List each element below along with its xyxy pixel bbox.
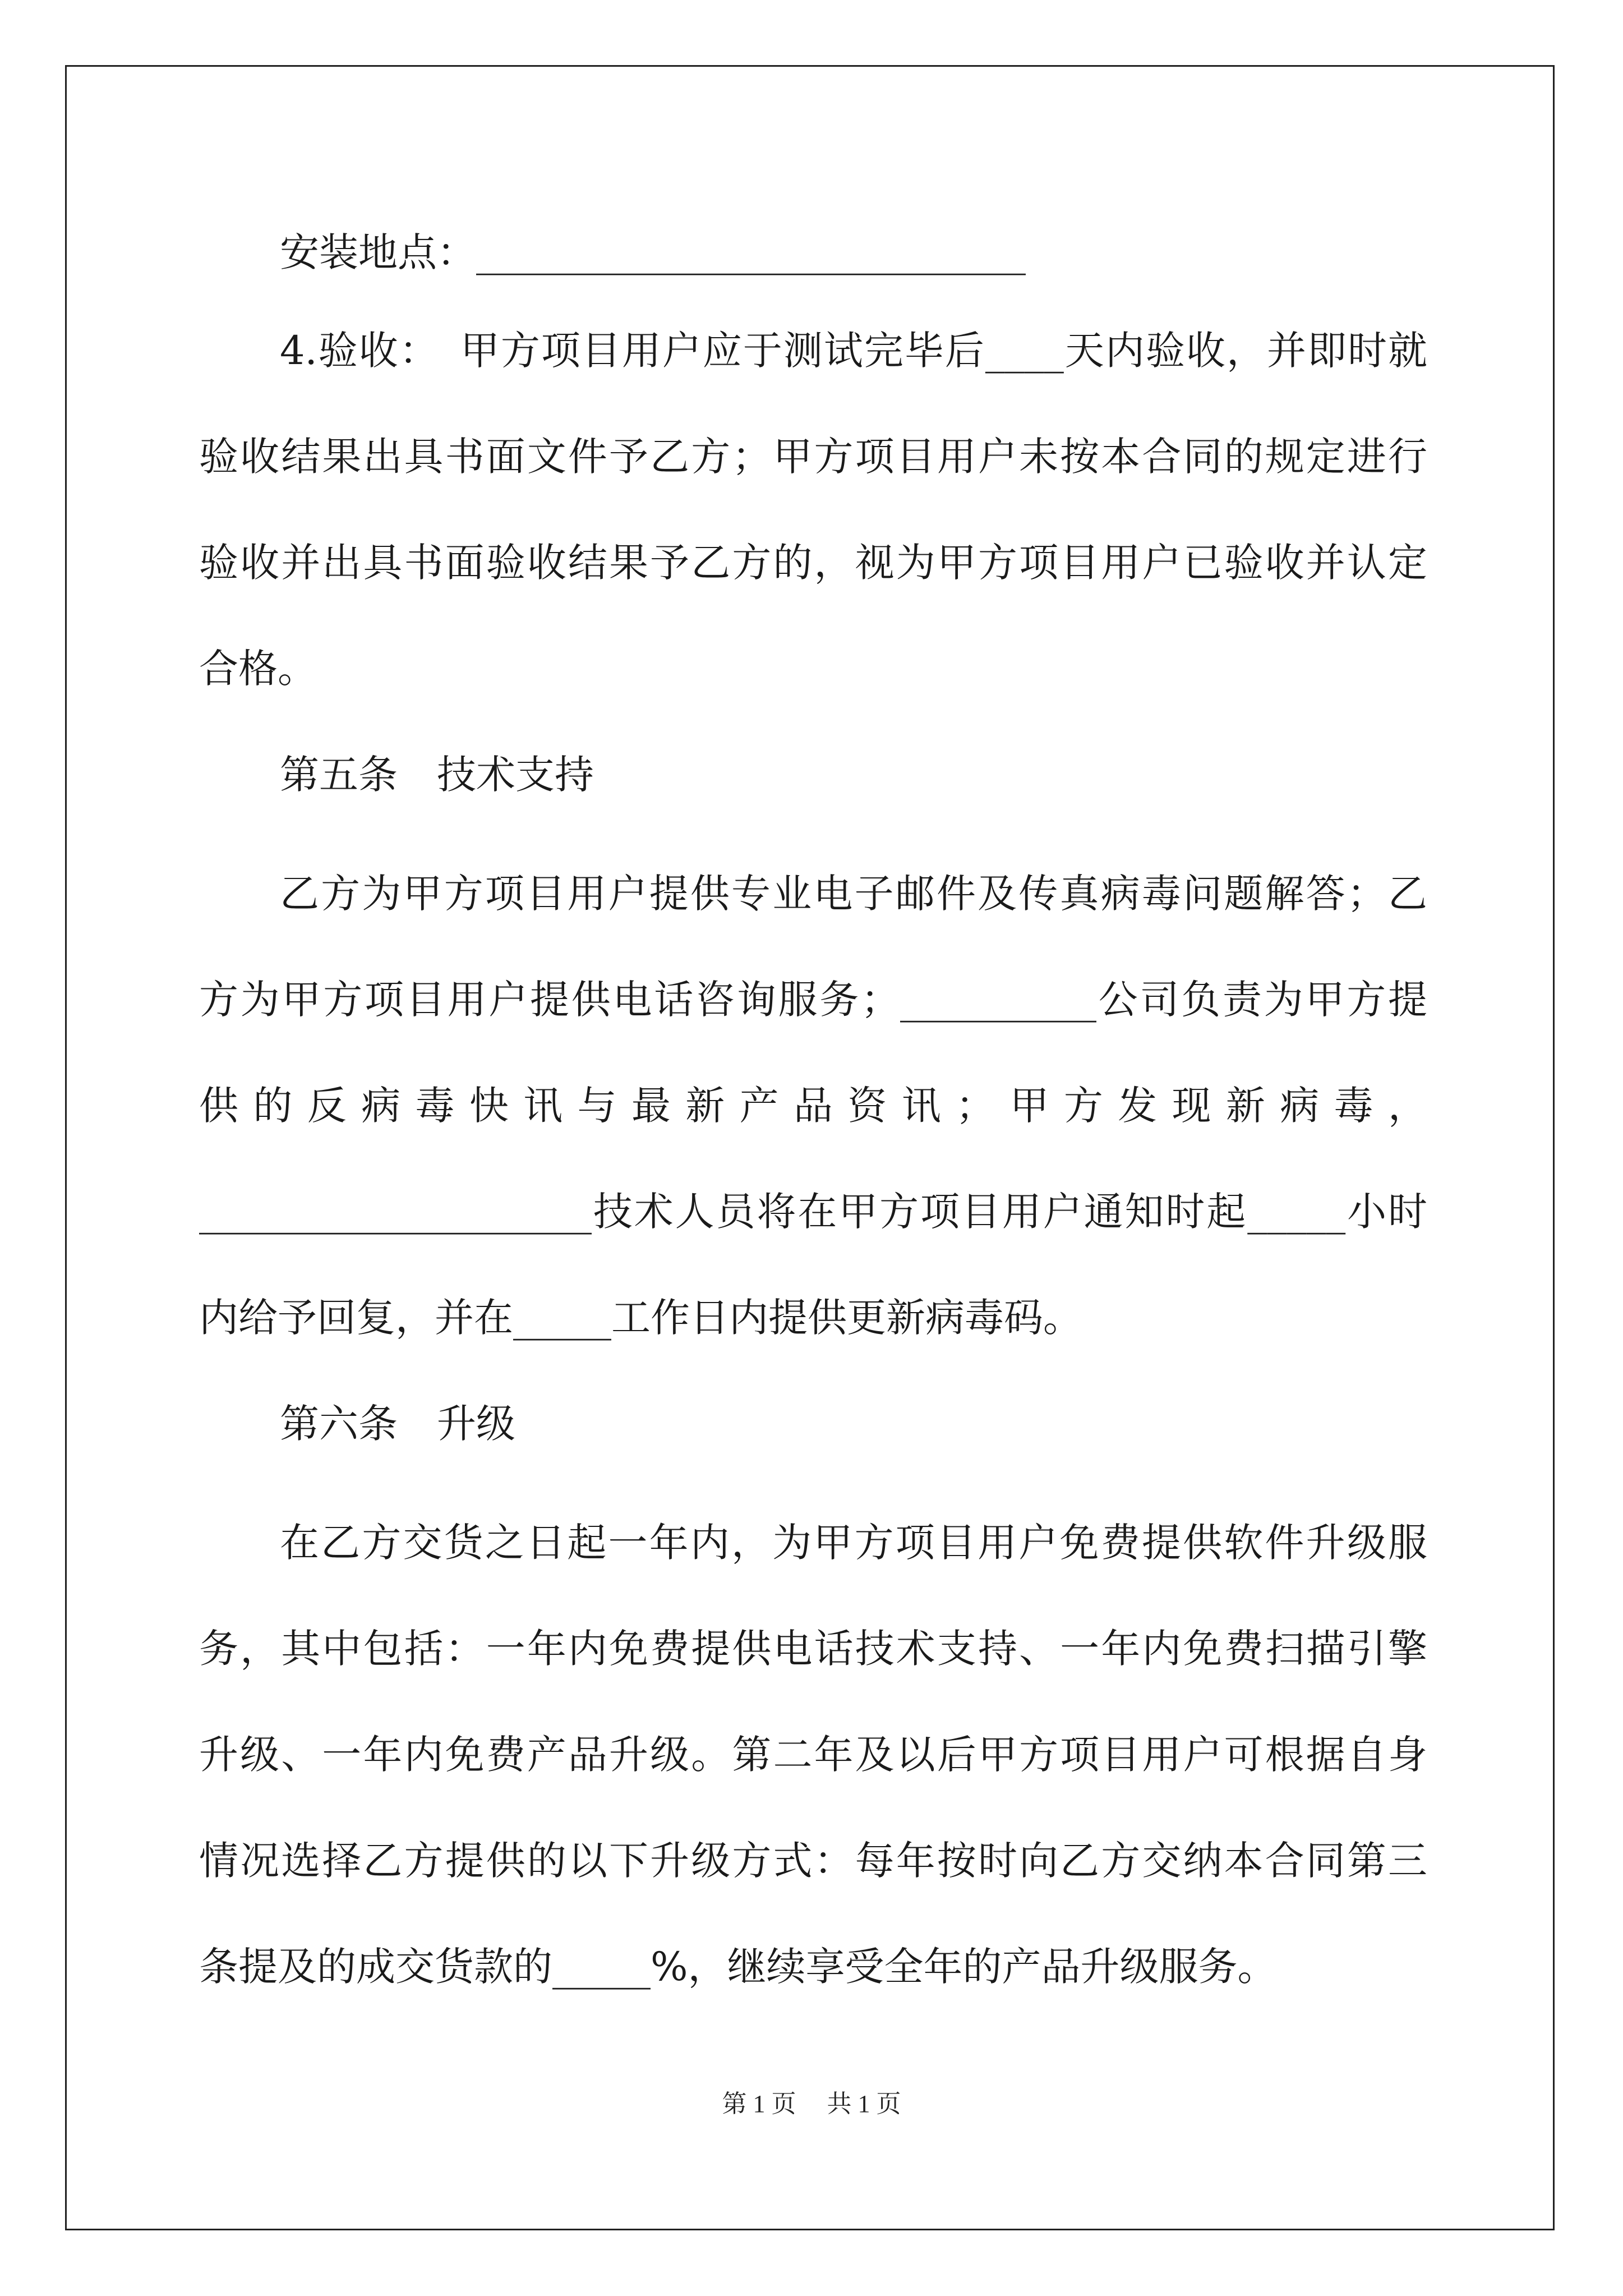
section-heading-upgrade: 第六条 升级 xyxy=(280,1401,515,1447)
support-paragraph-line-4: ____________________技术人员将在甲方项目用户通知时起_____小时 xyxy=(199,1189,1427,1235)
acceptance-paragraph-line-1: 4.验收： 甲方项目用户应于测试完毕后____天内验收，并即时就 xyxy=(280,328,1427,374)
support-paragraph-line-1: 乙方为甲方项目用户提供专业电子邮件及传真病毒问题解答；乙 xyxy=(280,871,1427,917)
section-heading-technical-support: 第五条 技术支持 xyxy=(280,752,594,798)
page-number-footer: 第 1 页 共 1 页 xyxy=(722,2090,901,2118)
install-location-line: 安装地点：____________________________ xyxy=(280,229,1026,275)
upgrade-paragraph-line-3: 升级、一年内免费产品升级。第二年及以后甲方项目用户可根据自身 xyxy=(199,1732,1427,1778)
acceptance-paragraph-line-2: 验收结果出具书面文件予乙方；甲方项目用户未按本合同的规定进行 xyxy=(199,434,1427,480)
upgrade-paragraph-line-1: 在乙方交货之日起一年内，为甲方项目用户免费提供软件升级服 xyxy=(280,1520,1427,1566)
support-paragraph-line-3: 供的反病毒快讯与最新产品资讯；甲方发现新病毒， xyxy=(199,1083,1427,1129)
acceptance-paragraph-line-3: 验收并出具书面验收结果予乙方的，视为甲方项目用户已验收并认定 xyxy=(199,540,1427,586)
support-paragraph-line-2: 方为甲方项目用户提供电话咨询服务；__________公司负责为甲方提 xyxy=(199,977,1427,1023)
upgrade-paragraph-line-4: 情况选择乙方提供的以下升级方式：每年按时向乙方交纳本合同第三 xyxy=(199,1838,1427,1884)
acceptance-paragraph-line-4: 合格。 xyxy=(199,646,317,692)
page-border xyxy=(65,65,1555,2230)
support-paragraph-line-5: 内给予回复，并在_____工作日内提供更新病毒码。 xyxy=(199,1295,1082,1341)
upgrade-paragraph-line-5: 条提及的成交货款的_____%，继续享受全年的产品升级服务。 xyxy=(199,1944,1277,1990)
upgrade-paragraph-line-2: 务，其中包括：一年内免费提供电话技术支持、一年内免费扫描引擎 xyxy=(199,1626,1427,1672)
